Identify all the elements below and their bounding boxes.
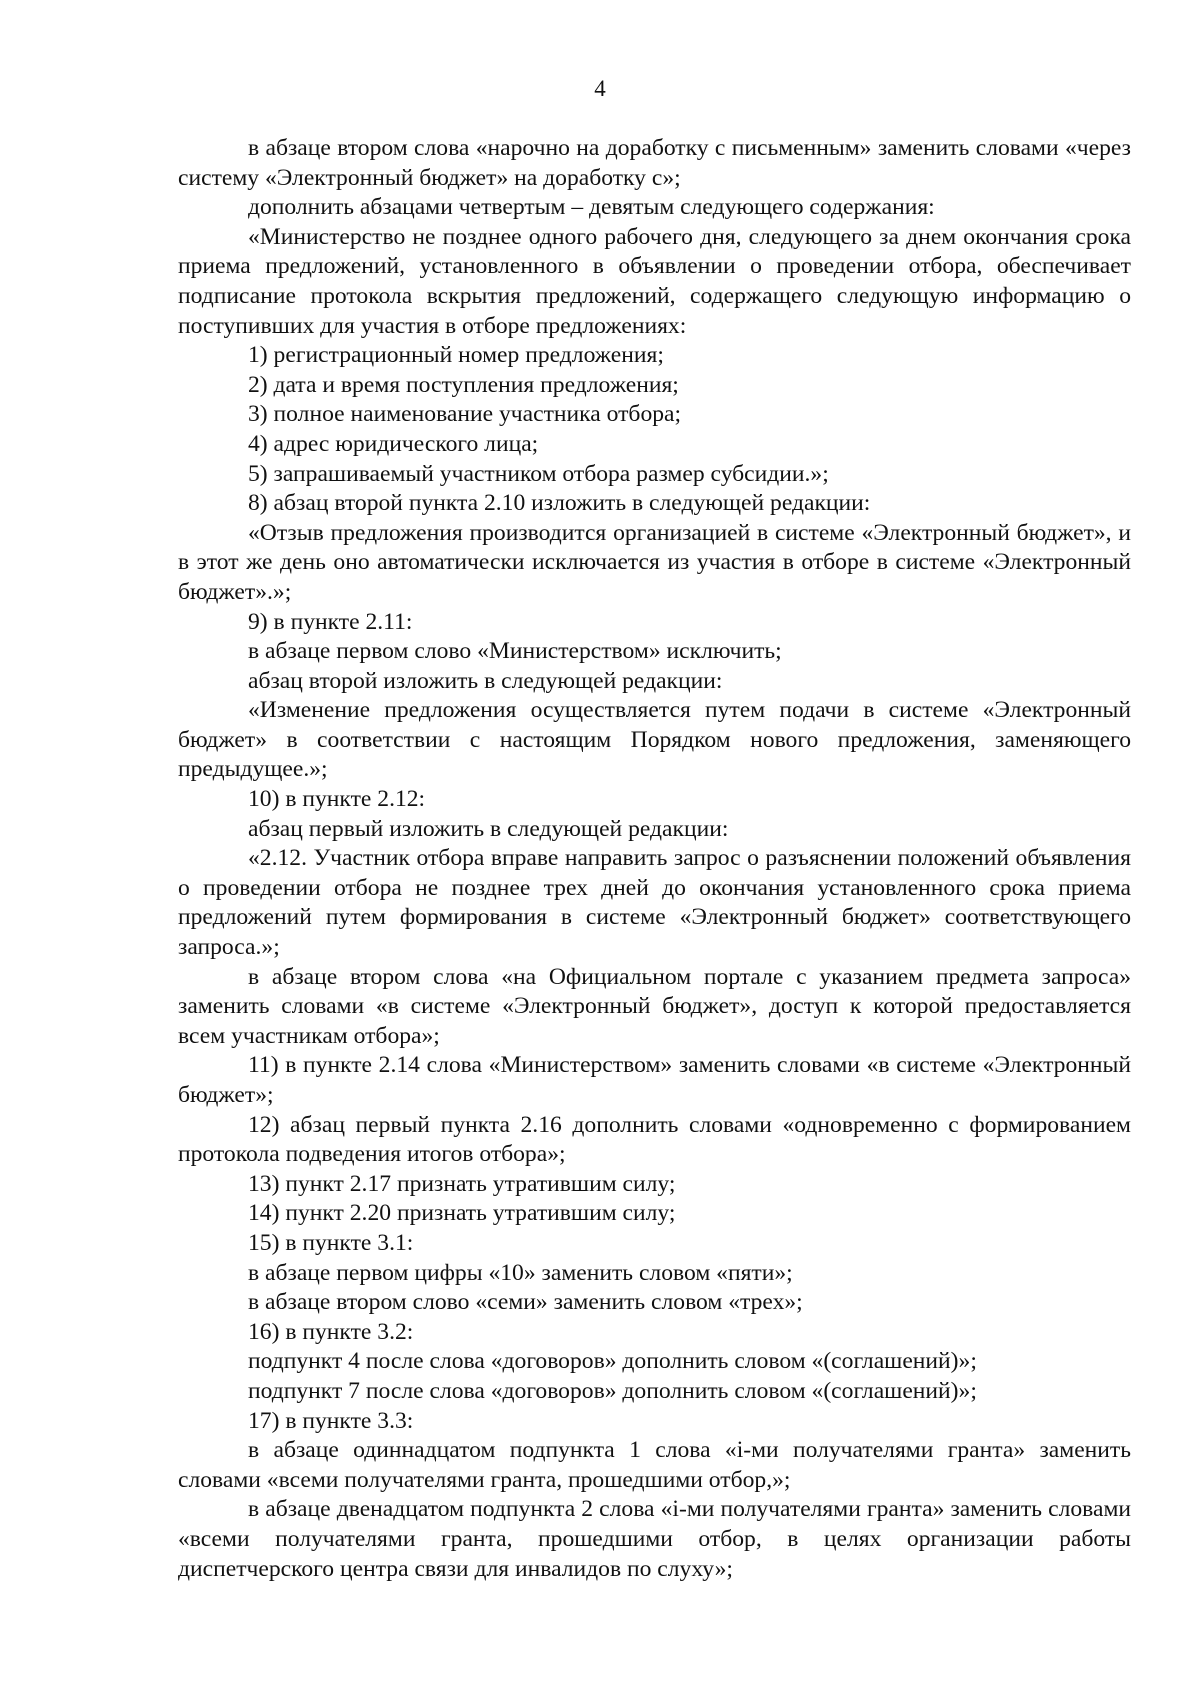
paragraph: в абзаце двенадцатом подпункта 2 слова «i-ми получателями гранта» заменить словами «всеми получателями гранта, прошедшими отбор, в целях организации работы диспетчерского центра связи для инвалидов по слуху»; bbox=[178, 1496, 1131, 1582]
paragraph: 8) абзац второй пункта 2.10 изложить в следующей редакции: bbox=[248, 490, 871, 517]
paragraph: абзац второй изложить в следующей редакции: bbox=[248, 667, 723, 694]
list-item: 2) дата и время поступления предложения; bbox=[248, 371, 679, 398]
paragraph: «Министерство не позднее одного рабочего дня, следующего за днем окончания срока приема предложений, установленного в объявлении о проведении отбора, обеспечивает подписание протокола вскрытия предложений, содержащего следующую информацию о поступивших для участия в отборе предложениях: bbox=[178, 223, 1131, 339]
paragraph: подпункт 4 после слова «договоров» дополнить словом «(соглашений)»; bbox=[248, 1348, 977, 1375]
page-number: 4 bbox=[594, 76, 606, 101]
list-item: 3) полное наименование участника отбора; bbox=[248, 401, 682, 428]
list-item: 4) адрес юридического лица; bbox=[248, 430, 539, 457]
paragraph: 16) в пункте 3.2: bbox=[248, 1318, 414, 1345]
paragraph: 11) в пункте 2.14 слова «Министерством» заменить словами «в системе «Электронный бюджет»; bbox=[178, 1052, 1131, 1108]
paragraph: «Отзыв предложения производится организацией в системе «Электронный бюджет», и в этот же день оно автоматически исключается из участия в отборе в системе «Электронный бюджет».»; bbox=[178, 519, 1131, 605]
paragraph: абзац первый изложить в следующей редакции: bbox=[248, 815, 729, 842]
paragraph: в абзаце первом цифры «10» заменить словом «пяти»; bbox=[248, 1259, 793, 1286]
paragraph: в абзаце первом слово «Министерством» исключить; bbox=[248, 638, 782, 665]
paragraph: 14) пункт 2.20 признать утратившим силу; bbox=[248, 1200, 676, 1227]
paragraph: подпункт 7 после слова «договоров» дополнить словом «(соглашений)»; bbox=[248, 1377, 977, 1404]
paragraph: 10) в пункте 2.12: bbox=[248, 786, 426, 813]
paragraph: «Изменение предложения осуществляется путем подачи в системе «Электронный бюджет» в соответствии с настоящим Порядком нового предложения, заменяющего предыдущее.»; bbox=[178, 697, 1131, 783]
paragraph: 12) абзац первый пункта 2.16 дополнить словами «одновременно с формированием протокола подведения итогов отбора»; bbox=[178, 1111, 1131, 1168]
document-body bbox=[178, 134, 1131, 1584]
list-item: 1) регистрационный номер предложения; bbox=[248, 342, 664, 369]
paragraph: 13) пункт 2.17 признать утратившим силу; bbox=[248, 1170, 676, 1197]
paragraph: в абзаце втором слова «на Официальном портале с указанием предмета запроса» заменить словами «в системе «Электронный бюджет», доступ к которой предоставляется всем участникам отбора»; bbox=[178, 963, 1131, 1049]
paragraph: 9) в пункте 2.11: bbox=[248, 608, 413, 635]
paragraph: 17) в пункте 3.3: bbox=[248, 1407, 414, 1434]
list-item: 5) запрашиваемый участником отбора размер субсидии.»; bbox=[248, 460, 829, 487]
paragraph: 15) в пункте 3.1: bbox=[248, 1229, 414, 1256]
paragraph: дополнить абзацами четвертым – девятым следующего содержания: bbox=[248, 194, 935, 221]
paragraph: в абзаце втором слова «нарочно на доработку с письменным» заменить словами «через систему «Электронный бюджет» на доработку с»; bbox=[178, 135, 1131, 191]
paragraph: в абзаце втором слово «семи» заменить словом «трех»; bbox=[248, 1289, 803, 1316]
paragraph: в абзаце одиннадцатом подпункта 1 слова «i-ми получателями гранта» заменить словами «всеми получателями гранта, прошедшими отбор,»; bbox=[178, 1437, 1131, 1493]
paragraph: «2.12. Участник отбора вправе направить запрос о разъяснении положений объявления о проведении отбора не позднее трех дней до окончания установленного срока приема предложений путем формирования в системе «Электронный бюджет» соответствующего запроса.»; bbox=[178, 845, 1131, 961]
